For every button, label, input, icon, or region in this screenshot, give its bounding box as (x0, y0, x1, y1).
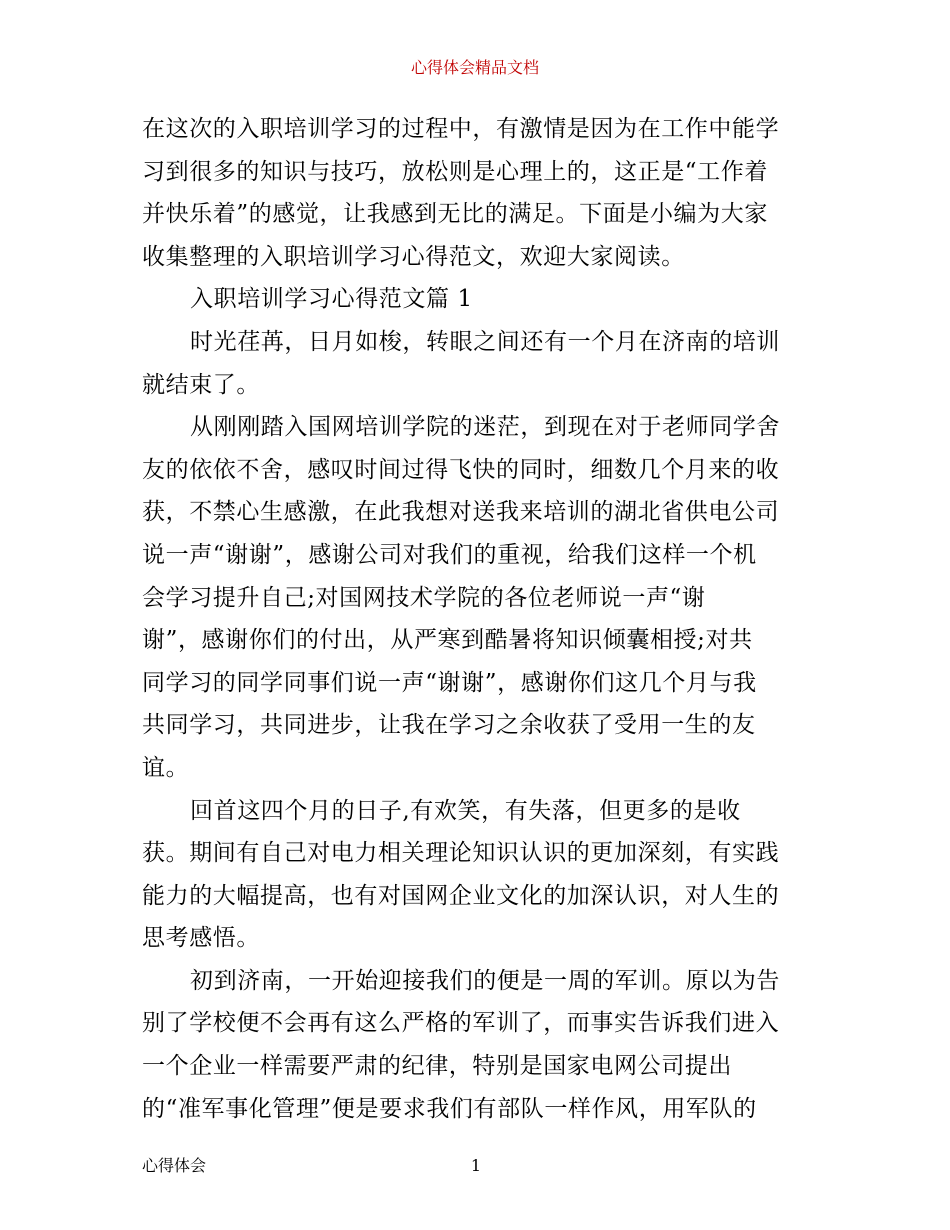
text-line: 并快乐着”的感觉，让我感到无比的满足。下面是小编为大家 (142, 201, 768, 228)
text-line: 收集整理的入职培训学习心得范文，欢迎大家阅读。 (142, 243, 685, 270)
footer-label: 心得体会 (142, 1156, 207, 1175)
text-line: 共同学习，共同进步，让我在学习之余收获了受用一生的友 (142, 712, 756, 739)
text-line: 时光荏苒，日月如梭，转眼之间还有一个月在济南的培训 (190, 328, 780, 355)
section-heading: 入职培训学习心得范文篇 1 (190, 286, 473, 313)
text-line: 谢”，感谢你们的付出，从严寒到酷暑将知识倾囊相授;对共 (142, 627, 753, 654)
text-line: 思考感悟。 (142, 925, 260, 952)
text-line: 谊。 (142, 754, 190, 781)
text-line: 初到济南，一开始迎接我们的便是一周的军训。原以为告 (190, 967, 780, 994)
text-line: 获，不禁心生感激，在此我想对送我来培训的湖北省供电公司 (142, 499, 780, 526)
page-header-title: 心得体会精品文档 (410, 58, 539, 77)
text-line: 友的依依不舍，感叹时间过得飞快的同时，细数几个月来的收 (142, 456, 780, 483)
text-line: 习到很多的知识与技巧，放松则是心理上的，这正是“工作着 (142, 158, 768, 185)
text-line: 获。期间有自己对电力相关理论知识认识的更加深刻，有实践 (142, 840, 780, 867)
page-number: 1 (470, 1156, 482, 1175)
text-line: 在这次的入职培训学习的过程中，有激情是因为在工作中能学 (142, 116, 780, 142)
text-line: 从刚刚踏入国网培训学院的迷茫，到现在对于老师同学舍 (190, 414, 780, 441)
text-line: 的“准军事化管理”便是要求我们有部队一样作风，用军队的 (142, 1095, 757, 1122)
text-line: 别了学校便不会再有这么严格的军训了，而事实告诉我们进入 (142, 1010, 780, 1037)
text-line: 同学习的同学同事们说一声“谢谢”，感谢你们这几个月与我 (142, 669, 757, 696)
document-body (142, 108, 812, 1130)
text-line: 能力的大幅提高，也有对国网企业文化的加深认识，对人生的 (142, 882, 780, 909)
text-line: 回首这四个月的日子,有欢笑，有失落，但更多的是收 (190, 797, 741, 824)
text-line: 会学习提升自己;对国网技术学院的各位老师说一声“谢 (142, 584, 706, 611)
text-line: 一个企业一样需要严肃的纪律，特别是国家电网公司提出 (142, 1053, 732, 1080)
text-line: 就结束了。 (142, 371, 260, 398)
text-line: 说一声“谢谢”，感谢公司对我们的重视，给我们这样一个机 (142, 541, 757, 568)
